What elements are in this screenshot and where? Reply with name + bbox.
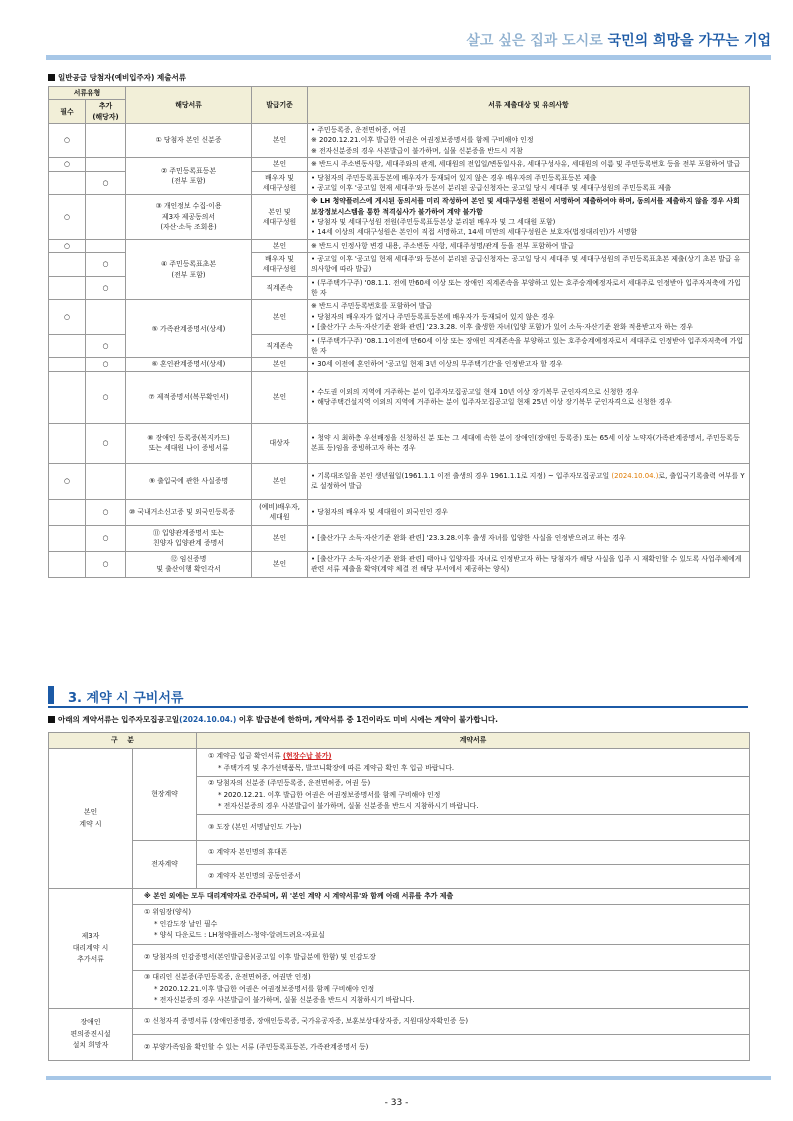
doc-resident-register: ② 주민등록표등본 (전부 포함) xyxy=(126,158,252,195)
header-contract-docs: 계약서류 xyxy=(197,733,750,749)
additional-mark: ○ xyxy=(86,171,126,195)
square-bullet-icon xyxy=(48,716,55,723)
required-mark: ○ xyxy=(49,158,86,171)
notes: • 당첨자의 주민등록표등본에 배우자가 등재되어 있지 않은 경우 배우자의 주민등록표등본 제출 • 공고일 이후 '공고일 현재 세대주'와 등본이 분리된 공급신청자는 공고일 당시 세대주 및 세대구성원의 주민등록표 제출 xyxy=(308,171,750,195)
additional-mark: ○ xyxy=(86,423,126,463)
header-required: 필수 xyxy=(49,100,86,124)
criteria: 본인 xyxy=(252,300,308,334)
criteria: 직계존속 xyxy=(252,276,308,300)
doc-foreigner-registration: ⑩ 국내거소신고증 및 외국인등록증 xyxy=(126,499,252,525)
criteria: 본인 xyxy=(252,239,308,252)
criteria: (예비)배우자, 세대원 xyxy=(252,499,308,525)
additional-mark: ○ xyxy=(86,276,126,300)
notes: • [출산가구 소득·자산기준 완화 관련] 태아나 입양자를 자녀로 인정받고자 하는 당첨자가 해당 사실을 입주 시 재확인할 수 있도록 사업주체에게 관련 서류 제출을 확약(계약 체결 전 해당 부서에서 제공하는 양식) xyxy=(308,551,750,577)
section2-note: 아래의 계약서류는 입주자모집공고일(2024.10.04.) 이후 발급분에 한하며, 계약서류 중 1건이라도 미비 시에는 계약이 불가합니다. xyxy=(48,714,498,725)
notes: • 공고일 이후 '공고일 현재 세대주'와 등본이 분리된 공급신청자는 공고일 당시 세대주 및 세대구성원의 주민등록표초본 제출(상기 초본 발급 유의사항에 따라 발급) xyxy=(308,253,750,277)
winner-documents-table xyxy=(48,86,750,578)
header-notes: 서류 제출대상 및 유의사항 xyxy=(308,87,750,124)
certificate: ② 계약자 본인명의 공동인증서 xyxy=(197,865,750,889)
notes: ※ 반드시 주민등록번호를 포함하여 발급 • 당첨자의 배우자가 없거나 주민등록표등본에 배우자가 등재되어 있지 않은 경우 • [출산가구 소득·자산기준 완화 관련] '23.3.28. 이후 출생한 자녀(입양 포함)가 있어 소득·자산기준 완화 적용받고자 하는 경우 xyxy=(308,300,750,334)
criteria: 본인 xyxy=(252,158,308,171)
proxy-notice: ※ 본인 외에는 모두 대리계약자로 간주되며, 위 '본인 계약 시 계약서류'와 함께 아래 서류를 추가 제출 xyxy=(133,889,750,905)
contract-documents-table xyxy=(48,732,750,1061)
criteria: 본인 xyxy=(252,358,308,371)
doc-consent-form: ③ 개인정보 수집·이용 제3자 제공동의서 (자산·소득 조회용) xyxy=(126,195,252,239)
additional-mark: ○ xyxy=(86,525,126,551)
notes: • 기록대조일을 본인 생년월일(1961.1.1 이전 출생의 경우 1961.1.1로 지정) ~ 입주자모집공고일 (2024.10.04.)로, 출입국기록출력 여부를 Y로 설정하여 발급 xyxy=(308,463,750,499)
section2-heading xyxy=(48,684,748,708)
square-bullet-icon xyxy=(48,74,55,81)
additional-mark: ○ xyxy=(86,253,126,277)
agent-id: ③ 대리인 신분증(주민등록증, 운전면허증, 여권만 인정) * 2020.12.21.이후 발급한 여권은 여권정보증명서를 함께 구비해야 인정 * 전자신분증의 경우 사본발급이 불가하며, 실물 신분증을 반드시 지참하시기 바랍니다. xyxy=(133,971,750,1009)
required-mark: ○ xyxy=(49,463,86,499)
doc-adoption-relation: ⑪ 입양관계증명서 또는 친양자 입양관계 증명서 xyxy=(126,525,252,551)
additional-mark: ○ xyxy=(86,551,126,577)
required-mark: ○ xyxy=(49,300,86,334)
doc-immigration: ⑨ 출입국에 관한 사실증명 xyxy=(126,463,252,499)
notes: ※ 반드시 주소변동사항, 세대주와의 관계, 세대원의 전입일/변동일사유, 세대구성사유, 세대원의 이름 및 주민등록번호 등을 전부 포함하여 발급 xyxy=(308,158,750,171)
onsite-contract: 현장계약 xyxy=(133,749,197,841)
required-mark: ○ xyxy=(49,124,86,158)
disabled-facilities: 장애인 편의증진시설 설치 희망자 xyxy=(49,1009,133,1061)
page-number: - 33 - xyxy=(384,1098,409,1108)
notes: ※ LH 청약플러스에 게시된 동의서를 미리 작성하여 본인 및 세대구성원 전원이 서명하여 제출하여야 하며, 동의서를 제출하지 않을 경우 사회보장정보시스템을 통한 적격심사가 불가하여 계약 불가함 • 당첨자 및 세대구성원 전원(주민등록표등본상 분리된 배우자 및 그 세대원 포함) • 14세 이상의 세대구성원은 본인이 직접 서명하고, 14세 미만의 세대구성원은 보호자(법정대리인)가 서명함 xyxy=(308,195,750,239)
deposit-proof: ① 계약금 입금 확인서류 (현장수납 불가) * 주택가격 및 추가선택품목, 발코니확장에 따른 계약금 확인 후 입금 바랍니다. xyxy=(197,749,750,777)
electronic-contract: 전자계약 xyxy=(133,841,197,889)
doc-disability-card: ⑧ 장애인 등록증(복지카드) 또는 세대원 나이 증빙서류 xyxy=(126,423,252,463)
criteria: 배우자 및 세대구성원 xyxy=(252,171,308,195)
section1-title: 일반공급 당첨자(예비입주자) 제출서류 xyxy=(48,72,186,83)
required-mark: ○ xyxy=(49,239,86,252)
header-additional: 추가 (해당자) xyxy=(86,100,126,124)
criteria: 본인 xyxy=(252,525,308,551)
header-slogan xyxy=(466,30,771,50)
seal-certificate: ② 당첨자의 인감증명서(본인발급용)(공고일 이후 발급분에 한함) 및 인감도장 xyxy=(133,945,750,971)
seal: ③ 도장 (본인 서명날인도 가능) xyxy=(197,815,750,841)
criteria: 본인 및 세대구성원 xyxy=(252,195,308,239)
phone: ① 계약자 본인명의 휴대폰 xyxy=(197,841,750,865)
heading-bar-icon xyxy=(48,686,54,704)
doc-resident-abstract: ④ 주민등록표초본 (전부 포함) xyxy=(126,239,252,300)
slogan-part2: 국민의 희망을 가꾸는 기업 xyxy=(607,33,771,49)
header-criteria: 발급기준 xyxy=(252,87,308,124)
notes: • 주민등록증, 운전면허증, 여권 ※ 2020.12.21.이후 발급한 여권은 여권정보증명서를 함께 구비해야 인정 ※ 전자신분증의 경우 사본발급이 불가하며, 실물 신분증을 반드시 지참 xyxy=(308,124,750,158)
section2-title: 3. 계약 시 구비서류 xyxy=(68,691,184,706)
doc-id-card: ① 당첨자 본인 신분증 xyxy=(126,124,252,158)
power-of-attorney: ① 위임장(양식) * 인감도장 날인 필수 * 양식 다운로드 : LH청약플러스-청약-알려드려요-자료실 xyxy=(133,905,750,945)
criteria: 본인 xyxy=(252,463,308,499)
proxy-contract: 제3자 대리계약 시 추가서류 xyxy=(49,889,133,1009)
qualification-proof: ① 신청자격 증명서류 (장애인증명증, 장애인등록증, 국가유공자증, 보훈보상대상자증, 지원대상자확인증 등) xyxy=(133,1009,750,1035)
criteria: 대상자 xyxy=(252,423,308,463)
criteria: 본인 xyxy=(252,371,308,423)
notes: • [출산가구 소득·자산기준 완화 관련] '23.3.28.이후 출생 자녀를 입양한 사실을 인정받으려고 하는 경우 xyxy=(308,525,750,551)
notes: • 당첨자의 배우자 및 세대원이 외국인인 경우 xyxy=(308,499,750,525)
required-mark: ○ xyxy=(49,195,86,239)
header-doc: 해당서류 xyxy=(126,87,252,124)
doc-military-service: ⑦ 제적증명서(복무확인서) xyxy=(126,371,252,423)
header-division: 구 분 xyxy=(49,733,197,749)
notes: • 청약 시 최하층 우선배정을 신청하신 분 또는 그 세대에 속한 분이 장애인(장애인 등록증) 또는 65세 이상 노약자(가족관계증명서, 주민등록등본표 등)임을 증빙하고자 하는 경우 xyxy=(308,423,750,463)
notes: • (무주택가구주) '08.1.1. 전에 만60세 이상 또는 장애인 직계존속을 부양하고 있는 호주승계예정자로서 세대주로 인정받아 입주자저축에 가입한 자 xyxy=(308,276,750,300)
self-contract: 본인 계약 시 xyxy=(49,749,133,889)
notes: • (무주택가구주) '08.1.1이전에 만60세 이상 또는 장애인 직계존속을 부양하고 있는 호주승계예정자로서 세대주로 인정받아 입주자저축에 가입한 자 xyxy=(308,334,750,358)
notes: ※ 반드시 인정사항 변경 내용, 주소변동 사항, 세대주성명/관계 등을 전부 포함하여 발급 xyxy=(308,239,750,252)
criteria: 배우자 및 세대구성원 xyxy=(252,253,308,277)
notes: • 30세 이전에 혼인하여 '공고일 현재 3년 이상의 무주택기간'을 인정받고자 할 경우 xyxy=(308,358,750,371)
notes: • 수도권 이외의 지역에 거주하는 분이 입주자모집공고일 현재 10년 이상 장기복무 군인자격으로 신청한 경우 • 해당주택건설지역 이외의 지역에 거주하는 분이 입주자모집공고일 현재 25년 이상 장기복무 군인자격으로 신청한 경우 xyxy=(308,371,750,423)
slogan-part1: 살고 싶은 집과 도시로 xyxy=(466,33,608,49)
additional-mark: ○ xyxy=(86,358,126,371)
doc-marriage-relation: ⑥ 혼인관계증명서(상세) xyxy=(126,358,252,371)
criteria: 본인 xyxy=(252,124,308,158)
winner-id: ② 당첨자의 신분증 (주민등록증, 운전면허증, 여권 등) * 2020.12.21. 이후 발급한 여권은 여권정보증명서를 함께 구비해야 인정 * 전자신분증의 경우 사본발급이 불가하며, 실물 신분증을 반드시 지참하시기 바랍니다. xyxy=(197,777,750,815)
doc-family-relation: ⑤ 가족관계증명서(상세) xyxy=(126,300,252,358)
additional-mark: ○ xyxy=(86,371,126,423)
criteria: 직계존속 xyxy=(252,334,308,358)
additional-mark: ○ xyxy=(86,334,126,358)
doc-pregnancy: ⑫ 임신증명 및 출산이행 확인각서 xyxy=(126,551,252,577)
dependent-proof: ② 부양가족임을 확인할 수 있는 서류 (주민등록표등본, 가족관계증명서 등) xyxy=(133,1035,750,1061)
criteria: 본인 xyxy=(252,551,308,577)
top-divider xyxy=(46,55,771,60)
additional-mark: ○ xyxy=(86,499,126,525)
header-type: 서류유형 xyxy=(49,87,126,100)
bottom-divider xyxy=(46,1076,771,1080)
